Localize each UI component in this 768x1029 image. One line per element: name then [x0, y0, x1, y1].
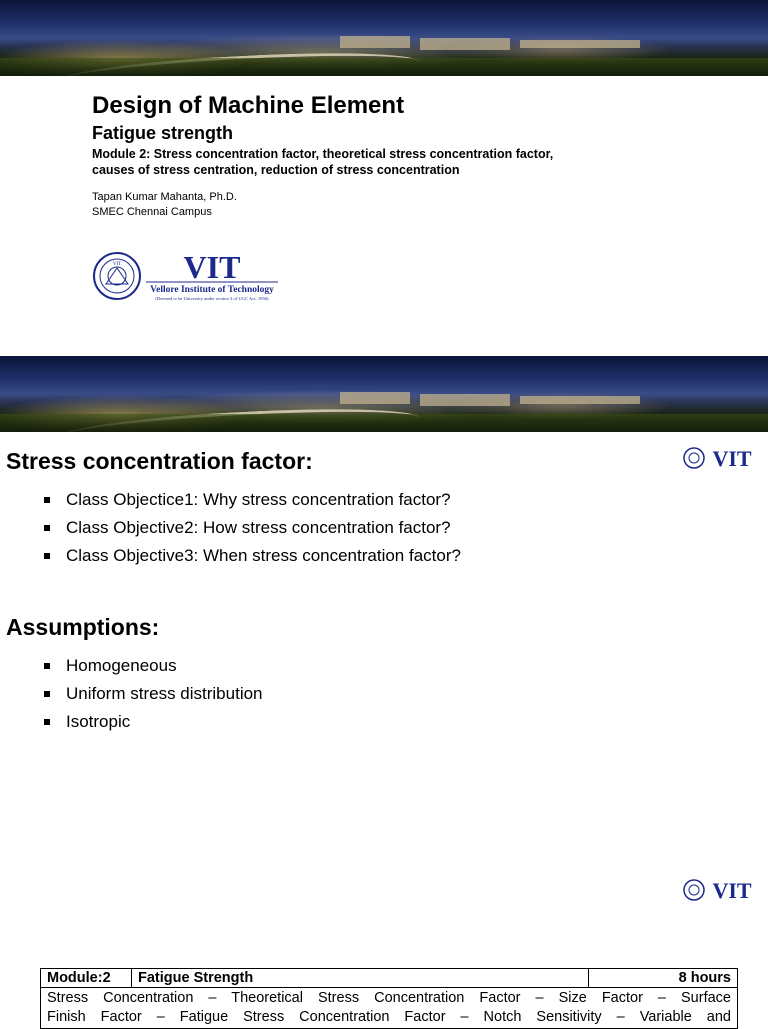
- slide-title: Design of Machine Element: [92, 92, 405, 119]
- module-line-2: causes of stress centration, reduction of stress concentration: [92, 163, 460, 177]
- objective-text: Class Objectice1: Why stress concentration factor?: [66, 490, 451, 509]
- assumption-text: Homogeneous: [66, 656, 177, 675]
- slide-1: [0, 0, 768, 340]
- list-item: [44, 486, 461, 514]
- module-line-1: Module 2: Stress concentration factor, theoretical stress concentration factor,: [92, 147, 554, 161]
- banner-building: [420, 394, 510, 406]
- banner-grass: [0, 58, 768, 76]
- author-block: [92, 190, 237, 220]
- bullet-square-icon: [44, 719, 50, 725]
- table-row: [41, 988, 738, 1029]
- content-line-2: Finish Factor – Fatigue Stress Concentration Factor – Notch Sensitivity – Variable and: [47, 1009, 731, 1025]
- module-description: [92, 146, 652, 178]
- list-item: [44, 680, 263, 708]
- author-name: Tapan Kumar Mahanta, Ph.D.: [92, 191, 237, 203]
- section-heading: Stress concentration factor:: [6, 448, 313, 474]
- campus-name: SMEC Chennai Campus: [92, 206, 212, 218]
- list-item: [44, 708, 263, 736]
- content-cell: [41, 988, 738, 1029]
- table-row: [41, 969, 738, 988]
- vit-logo-small-graphic: [682, 444, 766, 472]
- bullet-square-icon: [44, 553, 50, 559]
- list-item: [44, 652, 263, 680]
- vit-logo-graphic: [92, 248, 282, 304]
- list-item: [44, 542, 461, 570]
- vit-logo-small: [682, 876, 766, 904]
- bullet-square-icon: [44, 497, 50, 503]
- banner-building: [340, 392, 410, 404]
- list-item: [44, 514, 461, 542]
- assumptions-heading: Assumptions:: [6, 614, 160, 640]
- banner-building: [520, 40, 640, 48]
- syllabus-table: [40, 968, 738, 1029]
- vit-small-wordmark: VIT: [712, 446, 752, 471]
- banner-building: [340, 36, 410, 48]
- slide-subtitle: Fatigue strength: [92, 123, 234, 143]
- objectives-list: [44, 486, 461, 570]
- vit-small-wordmark: VIT: [712, 878, 752, 903]
- campus-banner: [0, 0, 768, 76]
- seal-text: VIT: [112, 262, 122, 267]
- vit-tagline: (Deemed to be University under section 3 of UGC Act, 1956): [155, 296, 269, 301]
- vit-logo-small-graphic: [682, 876, 766, 904]
- vit-logo: [92, 248, 282, 304]
- assumption-text: Isotropic: [66, 712, 131, 731]
- hours-cell: 8 hours: [589, 969, 738, 988]
- slide-2: [0, 356, 768, 806]
- banner-building: [420, 38, 510, 50]
- vit-name: Vellore Institute of Technology: [150, 285, 274, 295]
- assumption-text: Uniform stress distribution: [66, 684, 263, 703]
- vit-logo-small: [682, 444, 766, 472]
- bullet-square-icon: [44, 691, 50, 697]
- objective-text: Class Objective2: How stress concentration factor?: [66, 518, 451, 537]
- banner-building: [520, 396, 640, 404]
- banner-grass: [0, 414, 768, 432]
- objective-text: Class Objective3: When stress concentration factor?: [66, 546, 461, 565]
- campus-banner: [0, 356, 768, 432]
- vit-wordmark: VIT: [183, 249, 241, 285]
- bullet-square-icon: [44, 663, 50, 669]
- module-cell: Module:2: [41, 969, 132, 988]
- assumptions-list: [44, 652, 263, 736]
- content-line-1: Stress Concentration – Theoretical Stress Concentration Factor – Size Factor – Surface: [47, 990, 731, 1006]
- bullet-square-icon: [44, 525, 50, 531]
- topic-cell: Fatigue Strength: [132, 969, 589, 988]
